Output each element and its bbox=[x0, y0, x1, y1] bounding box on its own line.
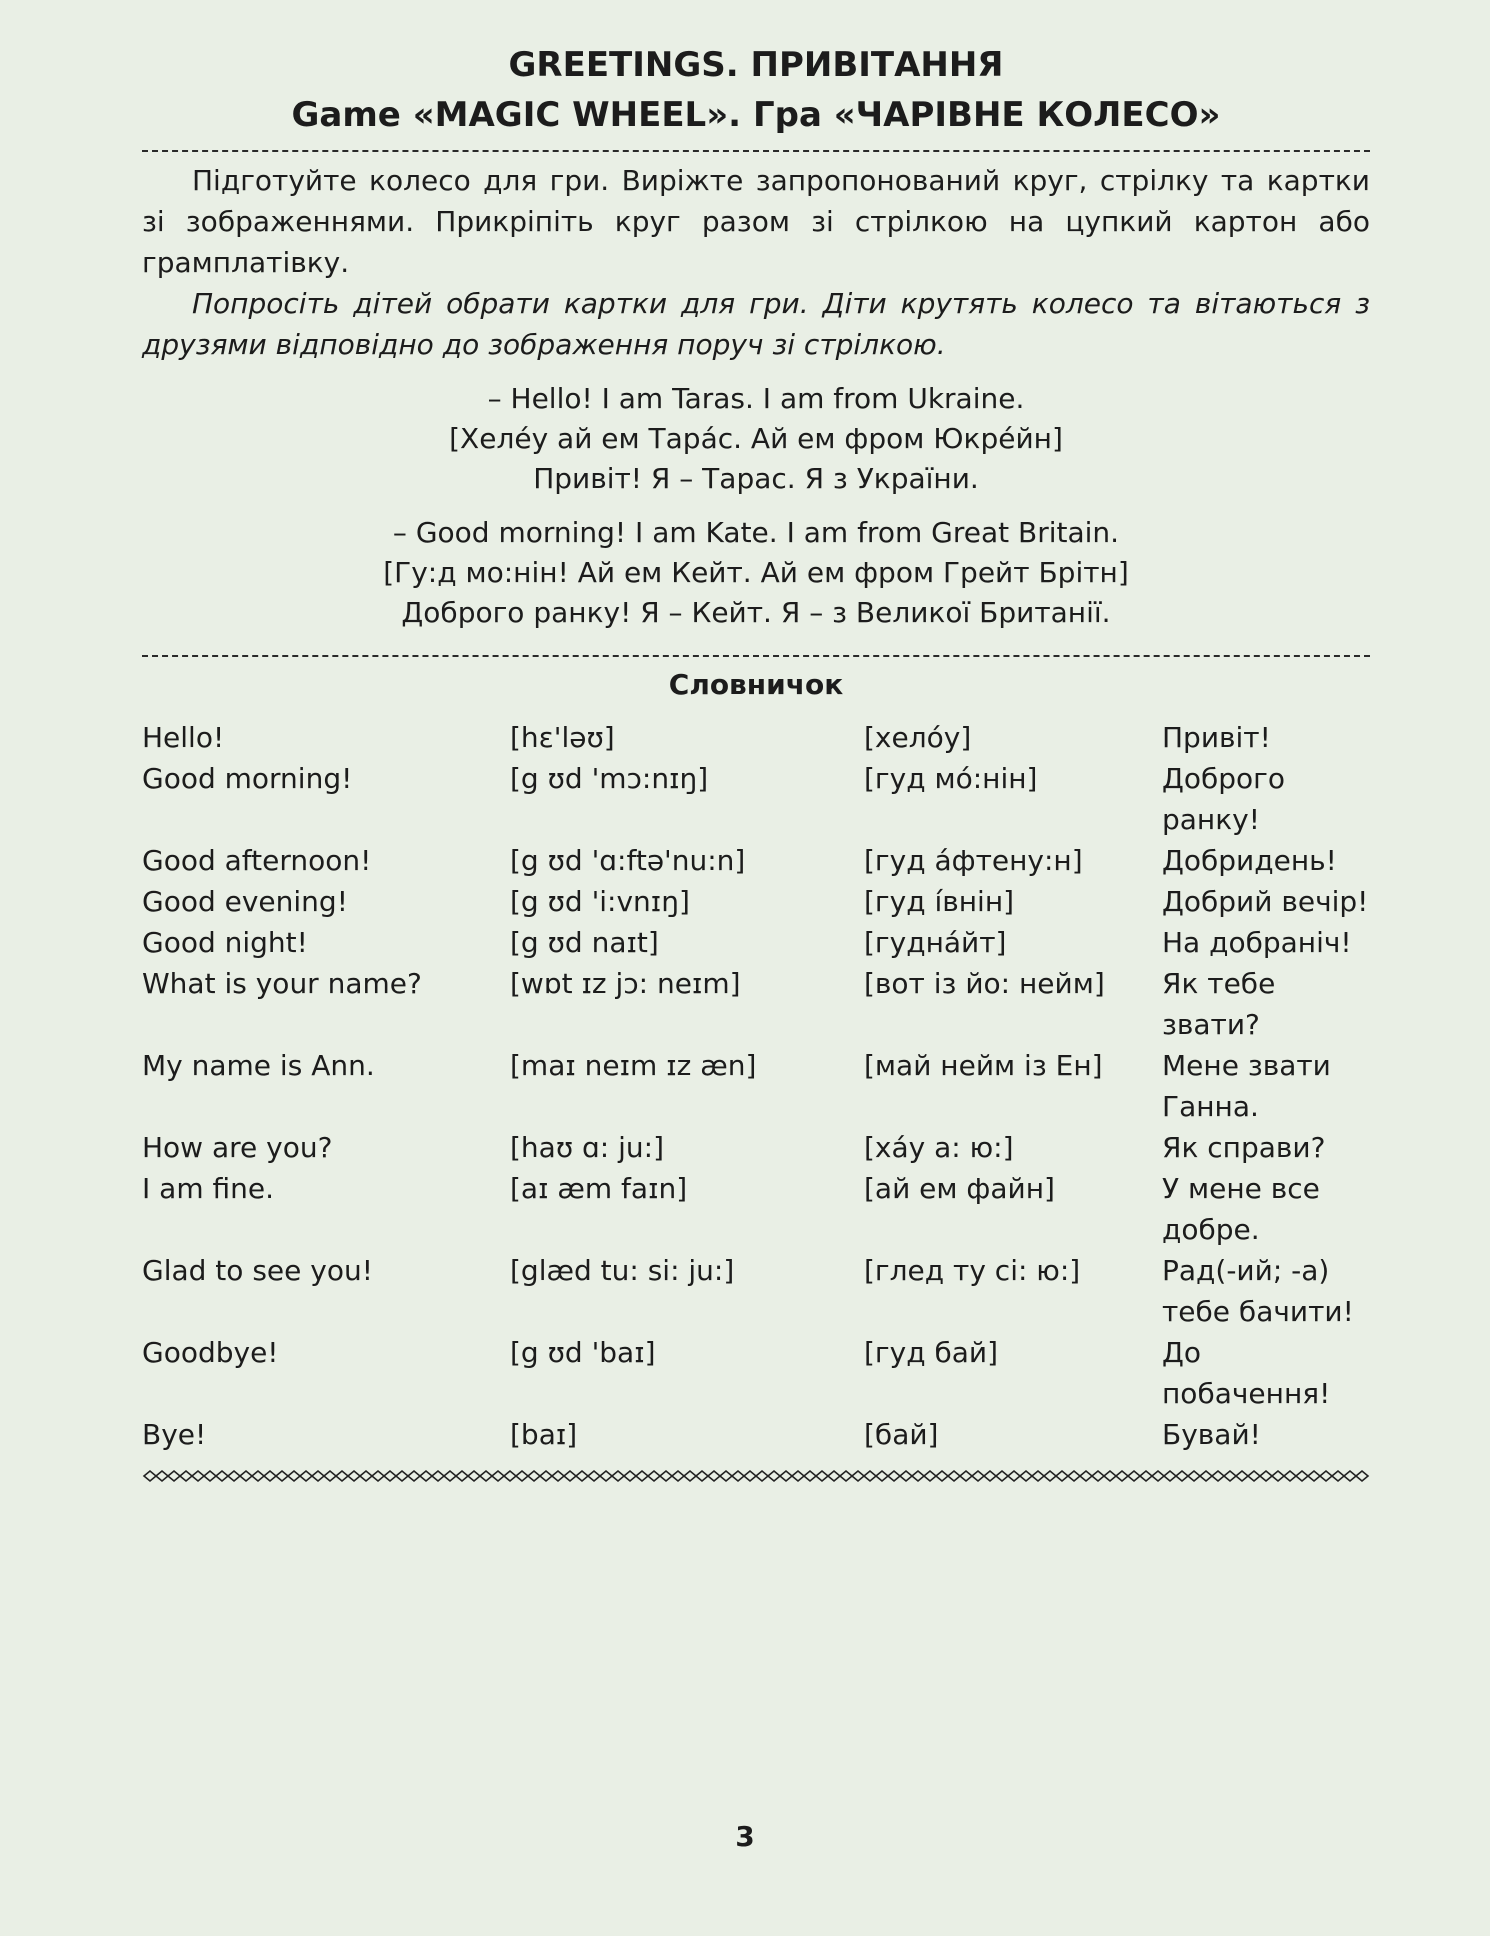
vocab-ukrainian: Як справи? bbox=[1162, 1131, 1326, 1164]
vocab-ipa: [haʊ ɑ: ju:] bbox=[510, 1131, 665, 1164]
page-title: GREETINGS. ПРИВІТАННЯ bbox=[508, 45, 1004, 85]
vocab-row bbox=[142, 922, 1370, 963]
vocab-english: Goodbye! bbox=[142, 1336, 279, 1369]
vocab-row bbox=[142, 1045, 1370, 1127]
vocab-ukrainian-transcription: [бай] bbox=[864, 1418, 939, 1451]
vocab-english: Good morning! bbox=[142, 762, 353, 795]
vocab-english: I am fine. bbox=[142, 1172, 275, 1205]
vocab-ipa: [g ʊd 'i:vnɪŋ] bbox=[510, 885, 690, 918]
ornamental-divider bbox=[142, 1469, 1370, 1483]
vocab-ukrainian: Як тебе звати? bbox=[1162, 967, 1276, 1041]
vocab-ukrainian-transcription: [гуд мó:нін] bbox=[864, 762, 1038, 795]
vocab-ukrainian: На добраніч! bbox=[1162, 926, 1352, 959]
vocab-row bbox=[142, 1168, 1370, 1250]
vocab-ukrainian: Бувай! bbox=[1162, 1418, 1261, 1451]
dialog-example bbox=[142, 379, 1370, 499]
vocab-ipa: [wɒt ɪz jɔ: neɪm] bbox=[510, 967, 741, 1000]
vocab-english: Bye! bbox=[142, 1418, 207, 1451]
vocabulary-table bbox=[142, 717, 1370, 1455]
vocab-row bbox=[142, 1414, 1370, 1455]
page-subtitle: Game «MAGIC WHEEL». Гра «ЧАРІВНЕ КОЛЕСО» bbox=[291, 95, 1221, 135]
vocab-ukrainian-transcription: [гуднáйт] bbox=[864, 926, 1007, 959]
vocab-ukrainian-transcription: [хáу а: ю:] bbox=[864, 1131, 1014, 1164]
vocab-row bbox=[142, 881, 1370, 922]
vocab-english: Glad to see you! bbox=[142, 1254, 373, 1287]
vocab-english: Good afternoon! bbox=[142, 844, 372, 877]
vocab-ipa: [maɪ neɪm ɪz æn] bbox=[510, 1049, 757, 1082]
vocab-ipa: [g ʊd 'mɔ:nɪŋ] bbox=[510, 762, 709, 795]
vocab-ukrainian: Доброго ранку! bbox=[1162, 762, 1286, 836]
dialog-transcription: [Хелéу ай ем Тарáс. Ай ем фром Юкрéйн] bbox=[449, 422, 1063, 455]
vocabulary-title: Словничок bbox=[668, 668, 844, 701]
vocab-ipa: [hɛ'ləʊ] bbox=[510, 721, 615, 754]
vocab-row bbox=[142, 758, 1370, 840]
vocab-ukrainian-transcription: [глед ту сі: ю:] bbox=[864, 1254, 1081, 1287]
vocab-ipa: [g ʊd 'ɑ:ftə'nu:n] bbox=[510, 844, 746, 877]
vocab-ipa: [baɪ] bbox=[510, 1418, 578, 1451]
vocab-english: Hello! bbox=[142, 721, 225, 754]
vocab-ukrainian: Привіт! bbox=[1162, 721, 1271, 754]
vocab-english: Good night! bbox=[142, 926, 308, 959]
vocab-row bbox=[142, 1332, 1370, 1414]
vocab-english: What is your name? bbox=[142, 967, 422, 1000]
vocab-row bbox=[142, 840, 1370, 881]
vocab-ukrainian: Добрий вечір! bbox=[1162, 885, 1369, 918]
vocab-row bbox=[142, 717, 1370, 758]
vocab-row bbox=[142, 1250, 1370, 1332]
vocab-ukrainian-transcription: [ай ем файн] bbox=[864, 1172, 1055, 1205]
dialog-translation: Доброго ранку! Я – Кейт. Я – з Великої Британії. bbox=[401, 596, 1111, 629]
dialog-english: – Good morning! I am Kate. I am from Great Britain. bbox=[392, 516, 1120, 549]
vocab-ukrainian: Рад(-ий; -а) тебе бачити! bbox=[1162, 1254, 1354, 1328]
vocab-ipa: [glæd tu: si: ju:] bbox=[510, 1254, 735, 1287]
dialog-example bbox=[142, 513, 1370, 633]
vocab-ukrainian: Добридень! bbox=[1162, 844, 1337, 877]
dashed-divider-bottom bbox=[142, 655, 1370, 657]
dialog-translation: Привіт! Я – Тарас. Я з України. bbox=[533, 462, 979, 495]
vocab-ukrainian: У мене все добре. bbox=[1162, 1172, 1320, 1246]
vocab-ipa: [aɪ æm faɪn] bbox=[510, 1172, 688, 1205]
vocab-ipa: [g ʊd naɪt] bbox=[510, 926, 659, 959]
vocab-ukrainian-transcription: [май нейм із Ен] bbox=[864, 1049, 1103, 1082]
dialog-transcription: [Гу:д мо:нін! Ай ем Кейт. Ай ем фром Грейт Брітн] bbox=[383, 556, 1129, 589]
dashed-divider-top bbox=[142, 150, 1370, 152]
instruction-paragraph-italic: Попросіть дітей обрати картки для гри. Діти крутять колесо та вітаються з друзями відповідно до зображення поруч зі стрілкою. bbox=[142, 287, 1370, 361]
page-content bbox=[142, 40, 1370, 1487]
vocab-row bbox=[142, 1127, 1370, 1168]
vocab-ukrainian-transcription: [хелóу] bbox=[864, 721, 972, 754]
vocab-english: My name is Ann. bbox=[142, 1049, 375, 1082]
vocab-ukrainian-transcription: [вот із йо: нейм] bbox=[864, 967, 1105, 1000]
instruction-paragraph: Підготуйте колесо для гри. Виріжте запропонований круг, стрілку та картки зі зображеннями. Прикріпіть круг разом зі стрілкою на цупкий картон або грамплатівку. bbox=[142, 164, 1370, 279]
vocab-english: How are you? bbox=[142, 1131, 333, 1164]
vocab-ukrainian: До побачення! bbox=[1162, 1336, 1331, 1410]
vocab-english: Good evening! bbox=[142, 885, 348, 918]
vocab-ukrainian-transcription: [гуд áфтену:н] bbox=[864, 844, 1083, 877]
vocab-ipa: [g ʊd 'baɪ] bbox=[510, 1336, 656, 1369]
page-number: 3 bbox=[735, 1820, 755, 1853]
dialog-english: – Hello! I am Taras. I am from Ukraine. bbox=[487, 382, 1025, 415]
vocab-ukrainian: Мене звати Ганна. bbox=[1162, 1049, 1331, 1123]
vocab-row bbox=[142, 963, 1370, 1045]
vocab-ukrainian-transcription: [гуд бай] bbox=[864, 1336, 999, 1369]
vocab-ukrainian-transcription: [гуд íвнін] bbox=[864, 885, 1015, 918]
